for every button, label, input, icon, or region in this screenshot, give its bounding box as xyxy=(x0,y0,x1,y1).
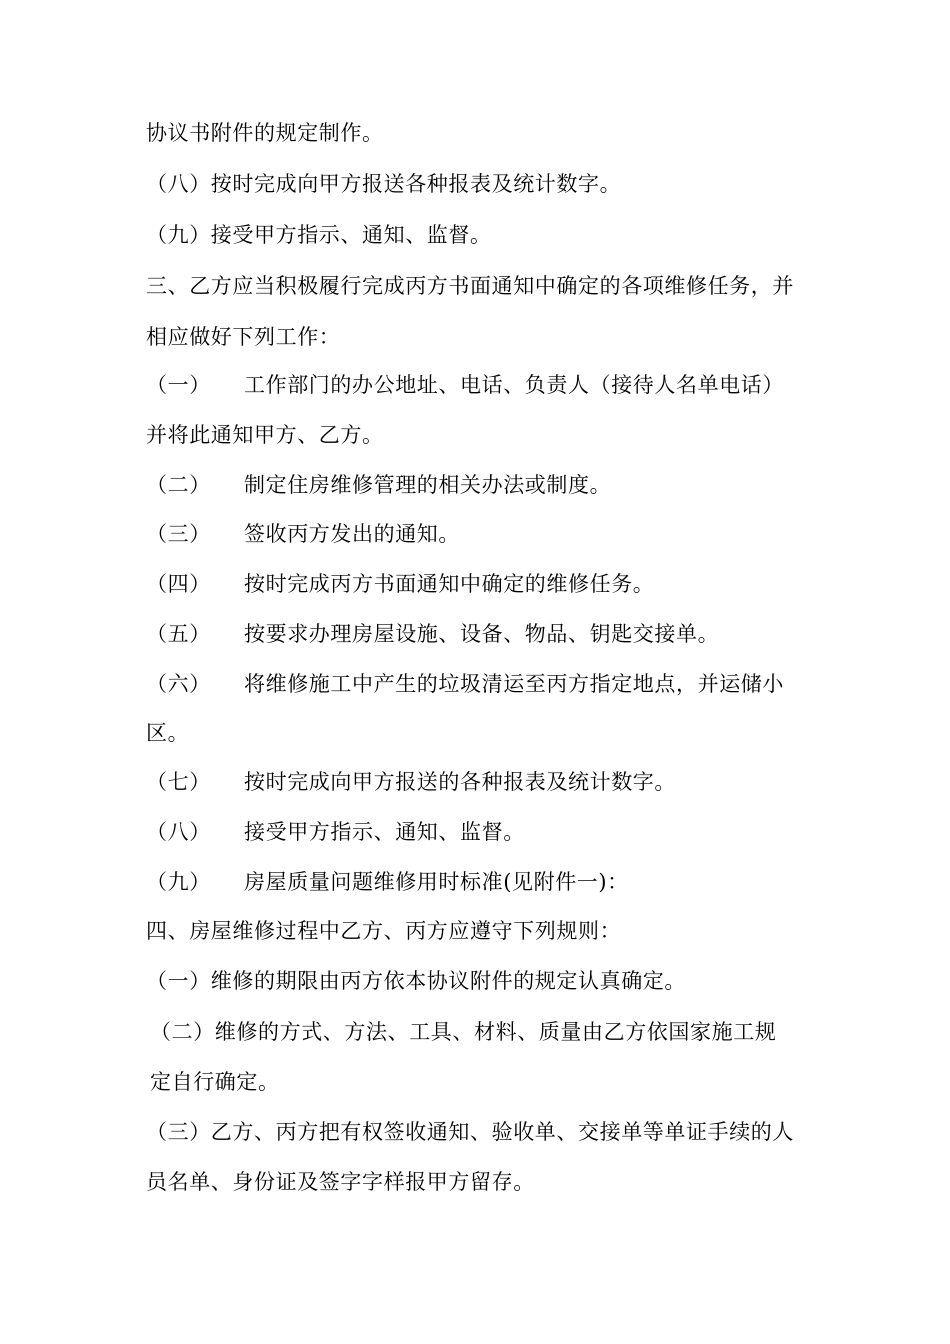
item-text: 接受甲方指示、通知、监督。 xyxy=(244,820,525,844)
item-number: （二） xyxy=(146,473,211,497)
section-heading-4: 四、房屋维修过程中乙方、丙方应遵守下列规则： xyxy=(146,919,622,943)
list-item xyxy=(146,867,629,897)
list-item xyxy=(146,470,611,500)
list-item xyxy=(146,767,676,797)
item-text: 签收丙方发出的通知。 xyxy=(244,522,460,546)
section-heading-3: 三、乙方应当积极履行完成丙方书面通知中确定的各项维修任务，并 xyxy=(146,274,794,298)
item-number: （三） xyxy=(146,522,211,546)
item-text: 房屋质量问题维修用时标准(见附件一)： xyxy=(244,870,629,894)
item-number: （一） xyxy=(146,373,211,397)
item-number: （六） xyxy=(146,672,211,696)
text-line: 定自行确定。 xyxy=(150,1070,280,1094)
text-line: （二）维修的方式、方法、工具、材料、质量由乙方依国家施工规 xyxy=(150,1020,777,1044)
item-text: 按时完成向甲方报送的各种报表及统计数字。 xyxy=(244,770,676,794)
item-text: 将维修施工中产生的垃圾清运至丙方指定地点，并运储小 xyxy=(244,672,784,696)
list-item xyxy=(146,619,719,649)
item-text: 制定住房维修管理的相关办法或制度。 xyxy=(244,473,612,497)
text-line: （九）接受甲方指示、通知、监督。 xyxy=(146,223,492,247)
item-number: （五） xyxy=(146,622,211,646)
text-line: 并将此通知甲方、乙方。 xyxy=(146,423,384,447)
text-line: 协议书附件的规定制作。 xyxy=(146,121,384,145)
item-number: （八） xyxy=(146,820,211,844)
item-number: （九） xyxy=(146,870,211,894)
text-line: （八）按时完成向甲方报送各种报表及统计数字。 xyxy=(146,172,622,196)
item-number: （四） xyxy=(146,572,211,596)
item-text: 工作部门的办公地址、电话、负责人（接待人名单电话） xyxy=(244,373,784,397)
text-line: 区。 xyxy=(146,721,190,745)
list-item xyxy=(146,669,784,699)
text-line: （三）乙方、丙方把有权签收通知、验收单、交接单等单证手续的人 xyxy=(146,1120,794,1144)
list-item xyxy=(146,817,525,847)
text-line: （一）维修的期限由丙方依本协议附件的规定认真确定。 xyxy=(146,969,686,993)
item-text: 按时完成丙方书面通知中确定的维修任务。 xyxy=(244,572,655,596)
list-item xyxy=(146,370,784,400)
text-line: 员名单、身份证及签字字样报甲方留存。 xyxy=(146,1170,535,1194)
list-item xyxy=(146,519,460,549)
list-item xyxy=(146,569,654,599)
item-number: （七） xyxy=(146,770,211,794)
text-line: 相应做好下列工作： xyxy=(146,325,341,349)
item-text: 按要求办理房屋设施、设备、物品、钥匙交接单。 xyxy=(244,622,720,646)
